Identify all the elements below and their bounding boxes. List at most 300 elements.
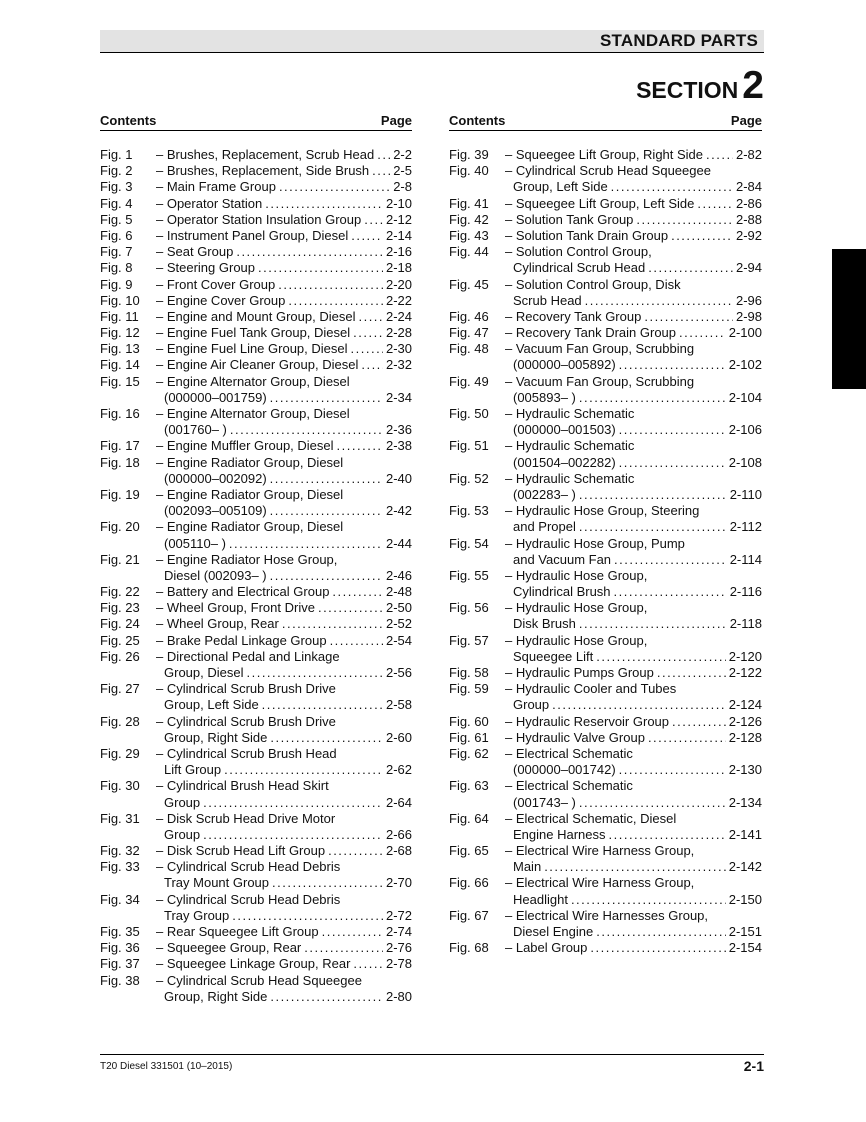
page-number: 2-50: [385, 600, 412, 616]
toc-entry[interactable]: [100, 325, 412, 341]
entry-title: – Hydraulic Hose Group, Pump: [505, 535, 685, 551]
toc-entry[interactable]: [449, 374, 762, 406]
figure-number: Fig. 34: [100, 891, 140, 907]
toc-entry-line: [449, 892, 762, 908]
figure-number: Fig. 56: [449, 600, 489, 616]
indent: [449, 795, 513, 811]
page-number: 2-96: [735, 292, 762, 308]
entry-title: – Disk Scrub Head Lift Group: [156, 843, 326, 859]
page-number: 2-32: [385, 357, 412, 373]
page-number: 2-38: [385, 438, 412, 454]
figure-number: Fig. 23: [100, 600, 140, 616]
page-number: 2-112: [729, 519, 762, 535]
dot-leader: [619, 762, 726, 778]
toc-entry[interactable]: [100, 519, 412, 551]
entry-title: – Squeegee Lift Group, Right Side: [505, 147, 704, 162]
toc-entry[interactable]: [100, 681, 412, 713]
toc-entry-line: [449, 163, 762, 179]
toc-entry[interactable]: [449, 536, 762, 568]
entry-title: – Steering Group: [156, 260, 256, 276]
page-number: 2-10: [385, 195, 412, 211]
toc-entry-line: [100, 778, 412, 794]
entry-title: – Hydraulic Hose Group,: [505, 567, 648, 583]
page-number: 2-122: [728, 665, 762, 680]
page-number: 2-128: [728, 729, 762, 745]
entry-title: – Cylindrical Scrub Head Squeegee: [156, 972, 362, 988]
page-number: 2-60: [385, 729, 412, 745]
contents-column-right: [449, 112, 762, 956]
page-number: 2-44: [385, 535, 412, 551]
page-number: 2-54: [385, 632, 412, 648]
indent: [449, 357, 513, 373]
page-number: 2-42: [385, 503, 412, 519]
dot-leader: [644, 309, 733, 325]
page-number: 2-78: [385, 956, 412, 972]
dot-leader: [648, 730, 726, 746]
figure-number: Fig. 14: [100, 357, 140, 373]
indent: [449, 293, 513, 309]
toc-entry-line: [100, 584, 412, 600]
indent: [100, 827, 164, 843]
entry-title: (000000–005892): [513, 357, 616, 373]
toc-entry[interactable]: [100, 438, 412, 454]
figure-number: Fig. 35: [100, 924, 140, 939]
page-number: 2-56: [385, 665, 412, 680]
toc-entry[interactable]: [449, 503, 762, 535]
toc-entry[interactable]: [100, 147, 412, 163]
entry-title: – Hydraulic Hose Group,: [505, 632, 648, 648]
toc-entry[interactable]: [100, 196, 412, 212]
indent: [449, 455, 513, 471]
entry-title: – Brushes, Replacement, Scrub Head: [156, 147, 375, 162]
toc-entry[interactable]: [449, 665, 762, 681]
toc-entry[interactable]: [100, 714, 412, 746]
page-number: 2-28: [385, 325, 412, 341]
toc-entry[interactable]: [100, 309, 412, 325]
figure-number: Fig. 3: [100, 179, 133, 195]
page-number: 2-120: [728, 648, 762, 664]
indent: [100, 422, 164, 438]
toc-entry-line: [449, 568, 762, 584]
entry-title: – Engine Radiator Group, Diesel: [156, 519, 344, 535]
indent: [449, 422, 513, 438]
dot-leader: [372, 163, 390, 179]
toc-entry[interactable]: [449, 277, 762, 309]
toc-entry-line: [449, 293, 762, 309]
indent: [449, 390, 513, 406]
toc-entry[interactable]: [449, 163, 762, 195]
dot-leader: [203, 827, 383, 843]
toc-entry-line: [100, 341, 412, 357]
figure-number: Fig. 11: [100, 308, 139, 324]
figure-number: Fig. 66: [449, 875, 489, 891]
entry-title: – Solution Tank Group: [505, 211, 634, 227]
page-number: 2-66: [385, 826, 412, 842]
entry-title: – Wheel Group, Front Drive: [156, 600, 315, 616]
toc-entry[interactable]: [100, 973, 412, 1005]
dot-leader: [361, 357, 383, 373]
entry-title: – Hydraulic Valve Group: [505, 729, 645, 745]
page-number: 2-24: [385, 308, 412, 324]
toc-entry-line: [100, 455, 412, 471]
entry-title: – Operator Station Insulation Group: [156, 211, 362, 227]
dot-leader: [318, 600, 383, 616]
page-number: 2-94: [735, 260, 762, 276]
entry-title: – Hydraulic Schematic: [505, 438, 635, 454]
toc-entry-line: [449, 455, 762, 471]
toc-entry[interactable]: [100, 487, 412, 519]
toc-entry-line: [449, 374, 762, 390]
figure-number: Fig. 57: [449, 632, 489, 648]
toc-entry[interactable]: [449, 228, 762, 244]
toc-entry-line: [449, 811, 762, 827]
entry-title: Squeegee Lift: [513, 648, 594, 664]
figure-number: Fig. 12: [100, 325, 140, 341]
toc-entry[interactable]: [100, 778, 412, 810]
toc-entry-line: [449, 649, 762, 665]
toc-entry[interactable]: [449, 746, 762, 778]
toc-entry[interactable]: [449, 730, 762, 746]
page-heading: Page: [380, 113, 412, 128]
toc-entry-line: [100, 730, 412, 746]
entry-title: – Engine Alternator Group, Diesel: [156, 406, 350, 421]
toc-entry-line: [449, 422, 762, 438]
toc-entry-line: [100, 196, 412, 212]
toc-entry-line: [100, 924, 412, 940]
figure-number: Fig. 45: [449, 276, 489, 292]
toc-entry[interactable]: [100, 374, 412, 406]
toc-entry-line: [449, 277, 762, 293]
indent: [449, 616, 513, 632]
toc-entry[interactable]: [449, 843, 762, 875]
section-tab-marker: [832, 249, 866, 389]
entry-title: (005110– ): [164, 535, 226, 551]
indent: [449, 827, 513, 843]
toc-entry[interactable]: [100, 228, 412, 244]
figure-number: Fig. 44: [449, 244, 489, 260]
page-number: 2-100: [728, 325, 762, 341]
toc-entry[interactable]: [449, 778, 762, 810]
toc-entry-line: [100, 827, 412, 843]
toc-entry-line: [449, 228, 762, 244]
toc-entry-line: [100, 260, 412, 276]
figure-number: Fig. 53: [449, 503, 489, 519]
entry-title: – Engine Fuel Tank Group, Diesel: [156, 325, 351, 341]
toc-entry[interactable]: [100, 179, 412, 195]
entry-title: – Cylindrical Scrub Head Squeegee: [505, 163, 711, 179]
toc-entry[interactable]: [449, 325, 762, 341]
toc-entry[interactable]: [100, 584, 412, 600]
entry-title: – Engine Cover Group: [156, 292, 286, 308]
dot-leader: [614, 552, 727, 568]
entry-title: Disk Brush: [513, 616, 576, 632]
page-number: 2-5: [393, 163, 412, 179]
entry-title: – Engine Muffler Group, Diesel: [156, 438, 334, 454]
toc-entry[interactable]: [449, 438, 762, 470]
indent: [449, 762, 513, 778]
toc-entry[interactable]: [100, 892, 412, 924]
indent: [449, 892, 513, 908]
dot-leader: [579, 616, 727, 632]
toc-entry[interactable]: [449, 212, 762, 228]
page-number: 2-2: [393, 147, 412, 162]
dot-leader: [697, 196, 733, 212]
toc-entry-line: [449, 795, 762, 811]
page-number: 2-86: [735, 195, 762, 211]
figure-number: Fig. 8: [100, 260, 133, 276]
toc-entry-line: [449, 908, 762, 924]
entry-title: Diesel (002093– ): [164, 567, 267, 583]
toc-entry[interactable]: [100, 940, 412, 956]
figure-number: Fig. 25: [100, 632, 140, 648]
toc-entry[interactable]: [100, 357, 412, 373]
toc-entry-line: [100, 697, 412, 713]
entry-title: Main: [513, 859, 542, 875]
toc-entry-line: [449, 714, 762, 730]
dot-leader: [552, 697, 726, 713]
entry-title: Group: [164, 794, 201, 810]
page-number: 2-114: [729, 551, 762, 567]
page-number: 2-104: [728, 389, 762, 405]
page-number: 2-126: [728, 713, 762, 729]
entry-title: (005893– ): [513, 389, 576, 405]
toc-entry[interactable]: [449, 908, 762, 940]
toc-entry[interactable]: [449, 681, 762, 713]
toc-entry[interactable]: [100, 843, 412, 859]
toc-entry[interactable]: [100, 649, 412, 681]
page-number: 2-142: [728, 859, 762, 875]
entry-title: and Vacuum Fan: [513, 551, 612, 567]
entry-title: – Cylindrical Scrub Brush Drive: [156, 713, 336, 729]
toc-entry[interactable]: [449, 568, 762, 600]
entry-title: – Instrument Panel Group, Diesel: [156, 227, 349, 243]
entry-title: – Electrical Wire Harnesses Group,: [505, 907, 709, 923]
toc-entry[interactable]: [100, 163, 412, 179]
dot-leader: [278, 277, 383, 293]
toc-entry-line: [100, 875, 412, 891]
toc-entry[interactable]: [100, 406, 412, 438]
dot-leader: [353, 325, 383, 341]
entry-title: – Engine Radiator Group, Diesel: [156, 486, 344, 502]
page-number: 2-46: [385, 567, 412, 583]
toc-entry-line: [449, 681, 762, 697]
entry-title: – Hydraulic Pumps Group: [505, 665, 654, 680]
entry-title: – Operator Station: [156, 195, 263, 211]
toc-entry[interactable]: [449, 406, 762, 438]
toc-entry[interactable]: [100, 293, 412, 309]
dot-leader: [279, 179, 390, 195]
page-number: 2-62: [385, 762, 412, 778]
entry-title: – Electrical Schematic, Diesel: [505, 810, 677, 826]
page-number: 2-88: [735, 211, 762, 227]
toc-entry-line: [449, 859, 762, 875]
figure-number: Fig. 20: [100, 519, 140, 535]
dot-leader: [229, 536, 383, 552]
toc-entry[interactable]: [449, 811, 762, 843]
toc-entry[interactable]: [100, 552, 412, 584]
figure-number: Fig. 1: [100, 147, 133, 162]
footer-page-number: 2-1: [743, 1058, 764, 1074]
toc-entry[interactable]: [100, 924, 412, 940]
page-number: 2-40: [385, 470, 412, 486]
dot-leader: [246, 665, 382, 681]
page-number: 2-48: [385, 584, 412, 600]
toc-entry-line: [100, 681, 412, 697]
toc-entry[interactable]: [449, 244, 762, 276]
entry-title: – Cylindrical Scrub Brush Head: [156, 745, 337, 761]
dot-leader: [270, 503, 383, 519]
dot-leader: [636, 212, 733, 228]
toc-entry[interactable]: [100, 633, 412, 649]
entry-title: – Brake Pedal Linkage Group: [156, 632, 327, 648]
entry-title: (001760– ): [164, 422, 227, 438]
entry-title: (000000–001759): [164, 389, 267, 405]
toc-entry[interactable]: [100, 859, 412, 891]
toc-entry[interactable]: [100, 341, 412, 357]
toc-entry[interactable]: [449, 940, 762, 956]
entry-title: and Propel: [513, 519, 576, 535]
figure-number: Fig. 55: [449, 567, 489, 583]
toc-entry-line: [100, 762, 412, 778]
toc-entry[interactable]: [449, 633, 762, 665]
figure-number: Fig. 42: [449, 211, 489, 227]
page-number: 2-18: [385, 260, 412, 276]
entry-title: – Hydraulic Hose Group, Steering: [505, 503, 700, 519]
column-header-left: [100, 112, 412, 131]
dot-leader: [304, 940, 383, 956]
toc-entry-line: [100, 471, 412, 487]
toc-entry[interactable]: [100, 811, 412, 843]
dot-leader: [672, 714, 726, 730]
dot-leader: [579, 795, 726, 811]
dot-leader: [282, 616, 383, 632]
toc-entry[interactable]: [449, 471, 762, 503]
contents-heading: Contents: [449, 113, 506, 128]
figure-number: Fig. 24: [100, 616, 140, 632]
toc-entry-line: [100, 422, 412, 438]
toc-entry[interactable]: [100, 244, 412, 260]
figure-number: Fig. 15: [100, 373, 140, 389]
dot-leader: [596, 924, 726, 940]
toc-entry-line: [449, 438, 762, 454]
dot-leader: [337, 438, 383, 454]
indent: [100, 536, 164, 552]
page-number: 2-80: [385, 988, 412, 1004]
toc-entry-line: [449, 633, 762, 649]
figure-number: Fig. 49: [449, 373, 489, 389]
indent: [100, 471, 164, 487]
toc-entry-line: [449, 471, 762, 487]
page-number: 2-12: [385, 211, 412, 227]
page-number: 2-141: [728, 826, 762, 842]
figure-number: Fig. 21: [100, 551, 140, 567]
page-number: 2-76: [385, 940, 412, 956]
page-number: 2-72: [385, 907, 412, 923]
dot-leader: [679, 325, 726, 341]
toc-entry-line: [449, 212, 762, 228]
dot-leader: [619, 422, 726, 438]
toc-entry[interactable]: [100, 277, 412, 293]
toc-entry[interactable]: [449, 309, 762, 325]
page-number: 2-110: [729, 486, 762, 502]
toc-entry-line: [100, 633, 412, 649]
figure-number: Fig. 67: [449, 907, 489, 923]
toc-entry[interactable]: [449, 714, 762, 730]
toc-entry-line: [449, 325, 762, 341]
toc-entry[interactable]: [100, 616, 412, 632]
page-number: 2-116: [729, 584, 762, 600]
toc-entry[interactable]: [100, 260, 412, 276]
toc-entry-line: [100, 309, 412, 325]
toc-entry[interactable]: [100, 212, 412, 228]
toc-entry-line: [100, 843, 412, 859]
entry-title: – Cylindrical Scrub Head Debris: [156, 859, 341, 875]
toc-entry[interactable]: [100, 746, 412, 778]
toc-entry-line: [100, 228, 412, 244]
dot-leader: [203, 795, 383, 811]
indent: [449, 487, 513, 503]
page-number: 2-30: [385, 341, 412, 357]
dot-leader: [332, 584, 383, 600]
toc-entry[interactable]: [449, 875, 762, 907]
toc-entry[interactable]: [100, 956, 412, 972]
dot-leader: [590, 940, 725, 956]
indent: [100, 568, 164, 584]
toc-entry-line: [100, 892, 412, 908]
toc-entry-line: [100, 568, 412, 584]
entry-title: – Cylindrical Scrub Brush Drive: [156, 681, 336, 697]
toc-entry-line: [100, 503, 412, 519]
dot-leader: [596, 649, 726, 665]
toc-entry[interactable]: [449, 600, 762, 632]
dot-leader: [657, 665, 726, 681]
entry-title: – Recovery Tank Drain Group: [505, 325, 677, 341]
entry-title: – Wheel Group, Rear: [156, 616, 279, 632]
dot-leader: [270, 730, 383, 746]
indent: [449, 649, 513, 665]
toc-entry-line: [449, 390, 762, 406]
entry-title: – Seat Group: [156, 244, 234, 260]
toc-entry-line: [100, 616, 412, 632]
dot-leader: [330, 633, 383, 649]
entry-title: Group, Left Side: [164, 697, 259, 713]
toc-entry-line: [449, 341, 762, 357]
page-number: 2-36: [385, 422, 412, 438]
figure-number: Fig. 22: [100, 584, 140, 600]
page-number: 2-20: [385, 276, 412, 292]
page-number: 2-150: [728, 891, 762, 907]
toc-entry-line: [449, 357, 762, 373]
toc-list-right: [449, 147, 762, 956]
toc-entry[interactable]: [100, 455, 412, 487]
toc-entry-line: [100, 940, 412, 956]
toc-entry[interactable]: [449, 341, 762, 373]
header-title: STANDARD PARTS: [600, 31, 758, 50]
toc-entry[interactable]: [449, 147, 762, 163]
toc-entry[interactable]: [100, 600, 412, 616]
dot-leader: [609, 827, 726, 843]
toc-entry-line: [100, 212, 412, 228]
toc-entry-line: [449, 843, 762, 859]
footer-rule: [100, 1054, 764, 1055]
toc-entry-line: [449, 746, 762, 762]
toc-entry[interactable]: [449, 196, 762, 212]
entry-title: (002093–005109): [164, 503, 267, 519]
entry-title: Tray Mount Group: [164, 875, 270, 891]
figure-number: Fig. 9: [100, 276, 133, 292]
page-number: 2-82: [735, 147, 762, 162]
entry-title: – Electrical Wire Harness Group,: [505, 843, 695, 859]
